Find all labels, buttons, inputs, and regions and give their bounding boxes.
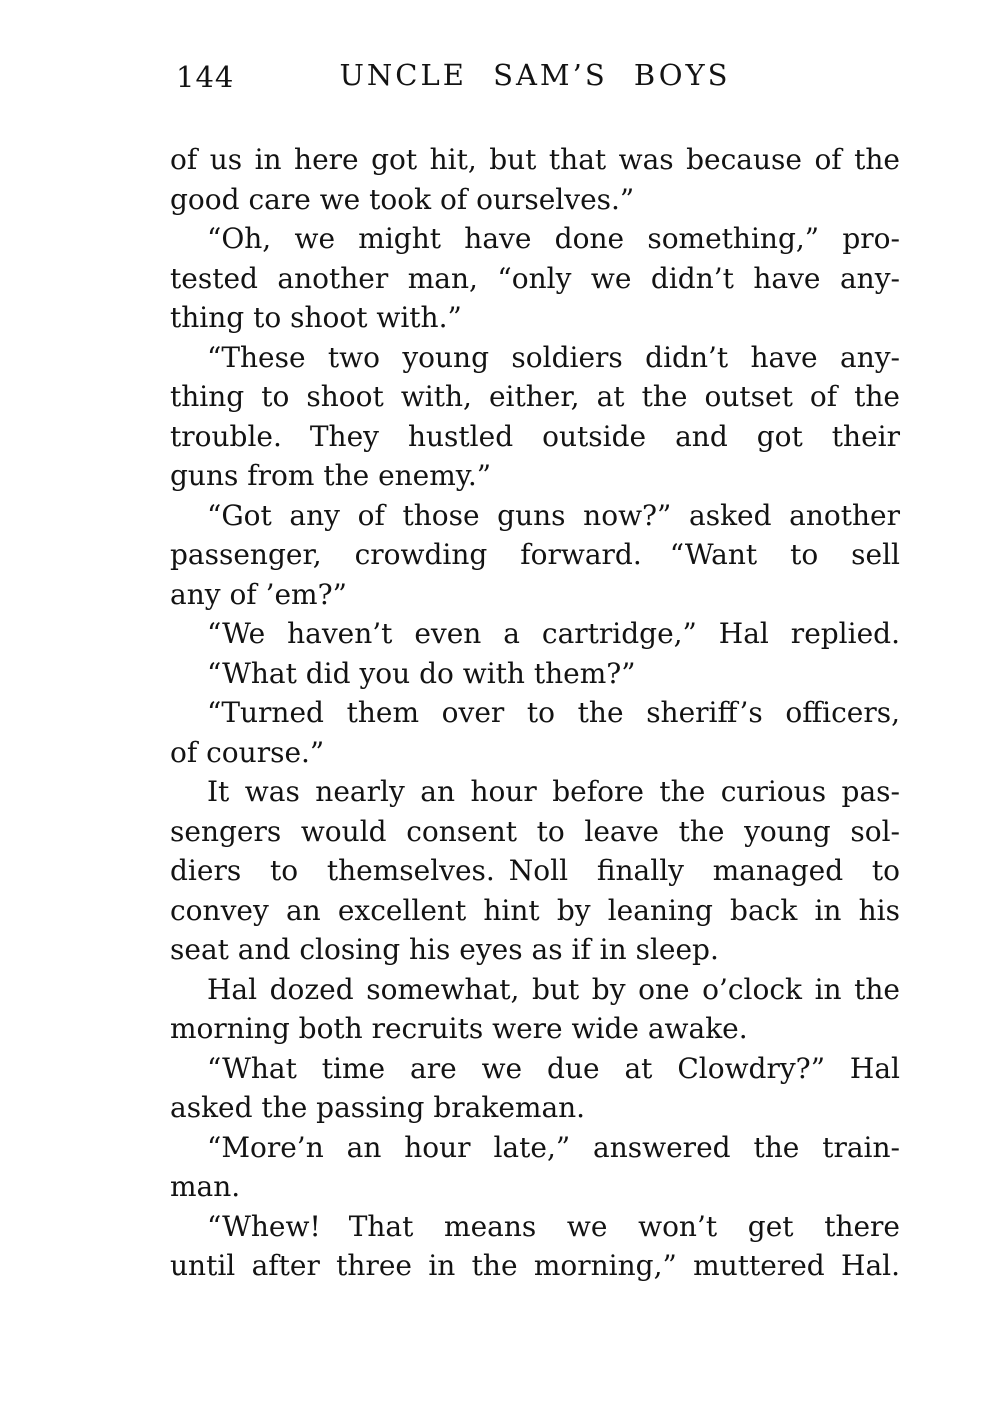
text-line: It was nearly an hour before the curious pas- bbox=[207, 775, 900, 808]
text-line: man. bbox=[170, 1170, 241, 1203]
text-line: thing to shoot with, either, at the outset of the bbox=[170, 380, 900, 413]
text-line: asked the passing brakeman. bbox=[170, 1091, 586, 1124]
text-line: diers to themselves. Noll finally managed to bbox=[170, 854, 900, 887]
text-line: thing to shoot with.” bbox=[170, 301, 462, 334]
text-line: “More’n an hour late,” answered the train- bbox=[207, 1130, 900, 1164]
text-line: seat and closing his eyes as if in sleep. bbox=[170, 933, 719, 966]
text-line: good care we took of ourselves.” bbox=[170, 182, 635, 216]
running-title: UNCLE SAM’S BOYS bbox=[339, 58, 731, 92]
text-line: “What did you do with them?” bbox=[207, 656, 636, 690]
text-line: until after three in the morning,” muttered Hal. bbox=[170, 1249, 900, 1282]
text-line: guns from the enemy.” bbox=[170, 459, 492, 492]
page-number: 144 bbox=[176, 60, 235, 94]
text-line: “Got any of those guns now?” asked another bbox=[207, 498, 900, 532]
text-line: “Oh, we might have done something,” pro- bbox=[207, 222, 900, 255]
text-line: “These two young soldiers didn’t have any- bbox=[207, 340, 900, 374]
text-line: tested another man, “only we didn’t have any- bbox=[170, 261, 900, 295]
text-line: “Turned them over to the sheriff’s officers, bbox=[207, 696, 900, 729]
text-line: passenger, crowding forward. “Want to sell bbox=[170, 538, 900, 571]
text-line: “We haven’t even a cartridge,” Hal replied. bbox=[207, 617, 900, 650]
text-line: any of ’em?” bbox=[170, 577, 347, 611]
text-line: “Whew! That means we won’t get there bbox=[207, 1209, 900, 1243]
text-line: of course.” bbox=[170, 735, 325, 769]
text-line: morning both recruits were wide awake. bbox=[170, 1012, 748, 1045]
page-header bbox=[170, 58, 900, 98]
text-line: sengers would consent to leave the young sol- bbox=[170, 814, 900, 848]
text-line: “What time are we due at Clowdry?” Hal bbox=[207, 1051, 900, 1085]
text-line: Hal dozed somewhat, but by one o’clock in the bbox=[207, 972, 900, 1006]
body-text bbox=[170, 140, 900, 1286]
text-line: trouble. They hustled outside and got their bbox=[170, 419, 900, 453]
text-line: of us in here got hit, but that was because of the bbox=[170, 143, 900, 176]
text-line: convey an excellent hint by leaning back in his bbox=[170, 893, 900, 927]
